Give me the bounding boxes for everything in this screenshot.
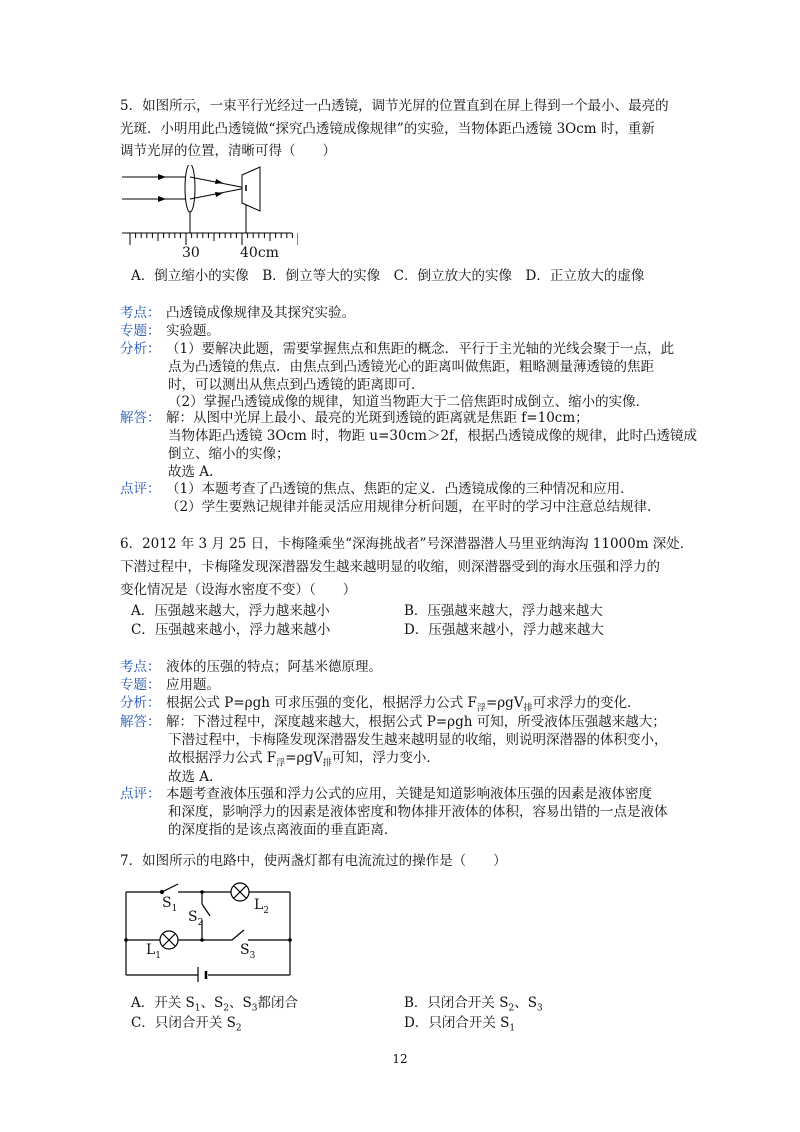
q6-dianping-line2: 和深度，影响浮力的因素是液体密度和物体排开液体的体积，容易出错的一点是液体	[168, 804, 668, 820]
q5-stem-line1: 5．如图所示，一束平行光经过一凸透镜，调节光屏的位置直到在屏上得到一个最小、最亮的	[120, 98, 669, 114]
q6-kaodian-label: 考点：	[120, 659, 161, 675]
q6-option-a: A．压强越来越大，浮力越来越小	[131, 603, 330, 619]
q5-jieda-line3: 倒立、缩小的实像；	[168, 446, 290, 462]
q5-kaodian-label: 考点：	[120, 305, 161, 321]
q6-fenxi: 根据公式 P=ρgh 可求压强的变化，根据浮力公式 $F_浮=\rho gV_排$可求浮力的变化．	[166, 695, 641, 714]
q6-stem-line2: 下潜过程中，卡梅隆发现深潜器发生越来越明显的收缩，则深潜器受到的海水压强和浮力的	[120, 559, 660, 575]
q6-jieda-line4: 故选 A.	[168, 769, 214, 785]
q6-stem-line1: 6．2012 年 3 月 25 日，卡梅隆乘坐“深海挑战者”号深潜器潜人马里亚纳海沟 11000m 深处．	[120, 536, 694, 552]
q5-zhuanti: 实验题。	[166, 323, 220, 339]
q6-dianping-line1: 本题考查液体压强和浮力公式的应用，关键是知道影响液体压强的因素是液体密度	[166, 786, 652, 802]
q5-jieda-line1: 解：从图中光屏上最小、最亮的光斑到透镜的距离就是焦距 f=10cm；	[166, 410, 589, 426]
q6-zhuanti: 应用题。	[166, 677, 220, 693]
q6-jieda-line2: 下潜过程中，卡梅隆发现深潜器发生越来越明显的收缩，则说明深潜器的体积变小，	[168, 732, 668, 748]
q6-kaodian: 液体的压强的特点；阿基米德原理。	[166, 659, 382, 675]
q6-fenxi-label: 分析：	[120, 695, 161, 711]
q5-fenxi-line3: 时，可以测出从焦点到凸透镜的距离即可．	[168, 377, 425, 393]
q6-option-b: B．压强越来越大，浮力越来越大	[404, 603, 603, 619]
q5-jieda-line2: 当物体距凸透镜 3Ocm 时，物距 u=30cm＞2f，根据凸透镜成像的规律，此时凸透镜成	[168, 428, 698, 444]
q5-fenxi-line2: 点为凸透镜的焦点．由焦点到凸透镜光心的距离叫做焦距，粗略测量薄透镜的焦距	[168, 359, 654, 375]
q5-jieda-line4: 故选 A.	[168, 464, 214, 480]
q7-label-s2: $S_2$	[188, 909, 204, 928]
q5-options: A．倒立缩小的实像 B．倒立等大的实像 C．倒立放大的实像 D．正立放大的虚像	[131, 268, 645, 284]
q7-label-l1: $L_1$	[146, 942, 162, 961]
q7-option-a: A．开关 $S_1$、$S_2$、$S_3$都闭合	[131, 995, 298, 1014]
q6-option-d: D．压强越来越小，浮力越来越大	[404, 622, 604, 638]
q5-jieda-label: 解答：	[120, 410, 161, 426]
q5-fenxi-line4: （2）掌握凸透镜成像的规律，知道当物距大于二倍焦距时成倒立、缩小的实像．	[168, 394, 650, 410]
q5-zhuanti-label: 专题：	[120, 323, 161, 339]
q7-label-s1: $S_1$	[162, 895, 178, 914]
q6-jieda-line1: 解：下潜过程中，深度越来越大，根据公式 P=ρgh 可知，所受液体压强越来越大；	[166, 714, 666, 730]
q6-zhuanti-label: 专题：	[120, 677, 161, 693]
q5-fenxi-line1: （1）要解决此题，需要掌握焦点和焦距的概念．平行于主光轴的光线会聚于一点，此	[166, 341, 675, 357]
q7-option-b: B．只闭合开关 $S_2$、$S_3$	[404, 995, 543, 1014]
q7-option-c: C．只闭合开关 $S_2$	[131, 1015, 242, 1034]
q6-jieda-line3: 故根据浮力公式 $F_浮=\rho gV_排$可知，浮力变小．	[168, 750, 440, 769]
q7-label-l2: $L_2$	[254, 897, 270, 916]
q5-stem-line2: 光斑．小明用此凸透镜做“探究凸透镜成像规律”的实验，当物体距凸透镜 3Ocm 时，重新	[120, 121, 655, 137]
page-number: 12	[392, 1052, 408, 1066]
q5-dianping-label: 点评：	[120, 481, 161, 497]
q5-ruler-mark-40cm: 40cm	[240, 245, 279, 261]
q7-option-d: D．只闭合开关 $S_1$	[404, 1015, 516, 1034]
q6-dianping-line3: 的深度指的是该点离液面的垂直距离．	[168, 822, 398, 838]
q5-fenxi-label: 分析：	[120, 341, 161, 357]
q5-ruler-mark-30: 30	[182, 245, 200, 261]
q5-dianping-line1: （1）本题考查了凸透镜的焦点、焦距的定义．凸透镜成像的三种情况和应用．	[166, 481, 634, 497]
q6-jieda-label: 解答：	[120, 714, 161, 730]
q5-stem-line3: 调节光屏的位置，清晰可得（ ）	[120, 143, 336, 159]
q7-stem: 7．如图所示的电路中，使两盏灯都有电流流过的操作是（ ）	[120, 853, 507, 869]
q6-option-c: C．压强越来越小，浮力越来越小	[131, 622, 331, 638]
q7-label-s3: $S_3$	[240, 942, 256, 961]
q5-kaodian: 凸透镜成像规律及其探究实验。	[166, 305, 355, 321]
q5-dianping-line2: （2）学生要熟记规律并能灵活应用规律分析问题，在平时的学习中注意总结规律．	[166, 499, 661, 515]
q6-dianping-label: 点评：	[120, 786, 161, 802]
q6-stem-line3: 变化情况是（设海水密度不变）（ ）	[120, 582, 357, 598]
